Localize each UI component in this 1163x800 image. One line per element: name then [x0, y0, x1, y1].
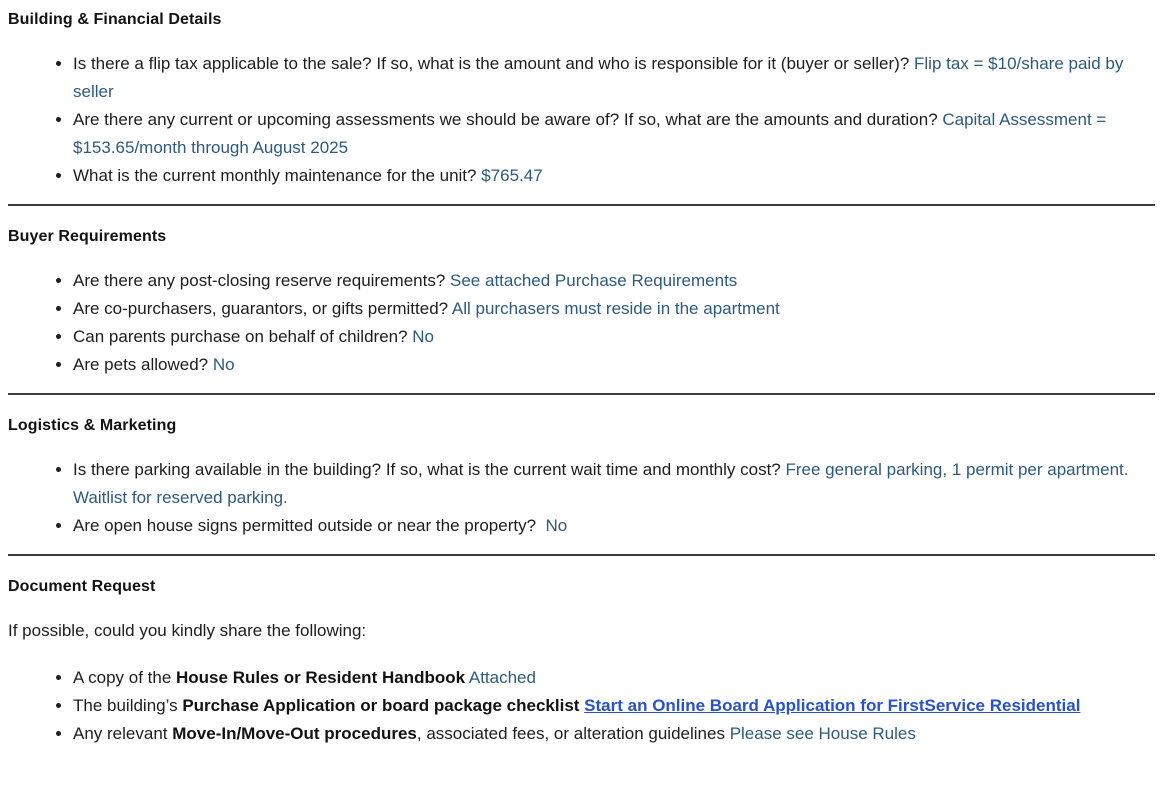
list-item	[73, 351, 1155, 379]
section-buyer-requirements	[8, 226, 1155, 379]
answer-text: No	[212, 355, 235, 374]
question-text: , associated fees, or alteration guidelines	[416, 724, 730, 743]
answer-text: See attached Purchase Requirements	[450, 271, 738, 290]
list-item	[73, 720, 1155, 748]
emphasis-text: House Rules or Resident Handbook	[176, 668, 466, 687]
answer-text: No	[412, 327, 435, 346]
emphasis-text: Move-In/Move-Out procedures	[172, 724, 417, 743]
question-text: Are open house signs permitted outside or near the property?	[73, 516, 546, 535]
question-text: A copy of the	[73, 668, 177, 687]
list-item	[73, 664, 1155, 692]
question-text: Any relevant	[73, 724, 173, 743]
list-item	[73, 162, 1155, 190]
section-heading: Document Request	[8, 578, 156, 595]
board-application-link[interactable]: Start an Online Board Application for FirstService Residential	[584, 696, 1081, 715]
section-divider	[8, 204, 1155, 206]
list-item	[73, 50, 1155, 106]
section-logistics-marketing	[8, 415, 1155, 540]
question-text: The building’s	[73, 696, 183, 715]
question-text: What is the current monthly maintenance for the unit?	[73, 166, 482, 185]
list-item	[73, 692, 1155, 720]
section-intro: If possible, could you kindly share the following:	[8, 621, 367, 640]
answer-text: Flip tax = $10/share paid by seller	[73, 54, 1124, 101]
section-building-financial-details	[8, 9, 1155, 190]
answer-text: $765.47	[481, 166, 543, 185]
question-text: Are pets allowed?	[73, 355, 213, 374]
bullet-list	[8, 456, 1155, 540]
bullet-list	[8, 50, 1155, 190]
bullet-list	[8, 267, 1155, 379]
section-heading: Buyer Requirements	[8, 228, 167, 245]
section-divider	[8, 554, 1155, 556]
bullet-list	[8, 664, 1155, 748]
answer-text: Free general parking, 1 permit per apartment. Waitlist for reserved parking.	[73, 460, 1129, 507]
question-text: Are there any current or upcoming assessments we should be aware of? If so, what are the amounts and duration?	[73, 110, 943, 129]
answer-text: No	[545, 516, 568, 535]
answer-text: Attached	[468, 668, 536, 687]
section-heading: Building & Financial Details	[8, 11, 222, 28]
list-item	[73, 323, 1155, 351]
emphasis-text: Purchase Application or board package checklist	[182, 696, 580, 715]
answer-text: All purchasers must reside in the apartment	[451, 299, 780, 318]
section-heading: Logistics & Marketing	[8, 417, 177, 434]
question-text: Is there a flip tax applicable to the sale? If so, what is the amount and who is responsible for it (buyer or seller)?	[73, 54, 914, 73]
list-item	[73, 295, 1155, 323]
section-divider	[8, 393, 1155, 395]
section-document-request	[8, 576, 1155, 748]
list-item	[73, 512, 1155, 540]
list-item	[73, 106, 1155, 162]
answer-text: Capital Assessment = $153.65/month through August 2025	[73, 110, 1107, 157]
question-text: Is there parking available in the building? If so, what is the current wait time and monthly cost?	[73, 460, 786, 479]
list-item	[73, 267, 1155, 295]
answer-text: Please see House Rules	[729, 724, 916, 743]
list-item	[73, 456, 1155, 512]
question-text: Can parents purchase on behalf of children?	[73, 327, 413, 346]
question-text: Are there any post-closing reserve requirements?	[73, 271, 451, 290]
question-text: Are co-purchasers, guarantors, or gifts permitted?	[73, 299, 452, 318]
